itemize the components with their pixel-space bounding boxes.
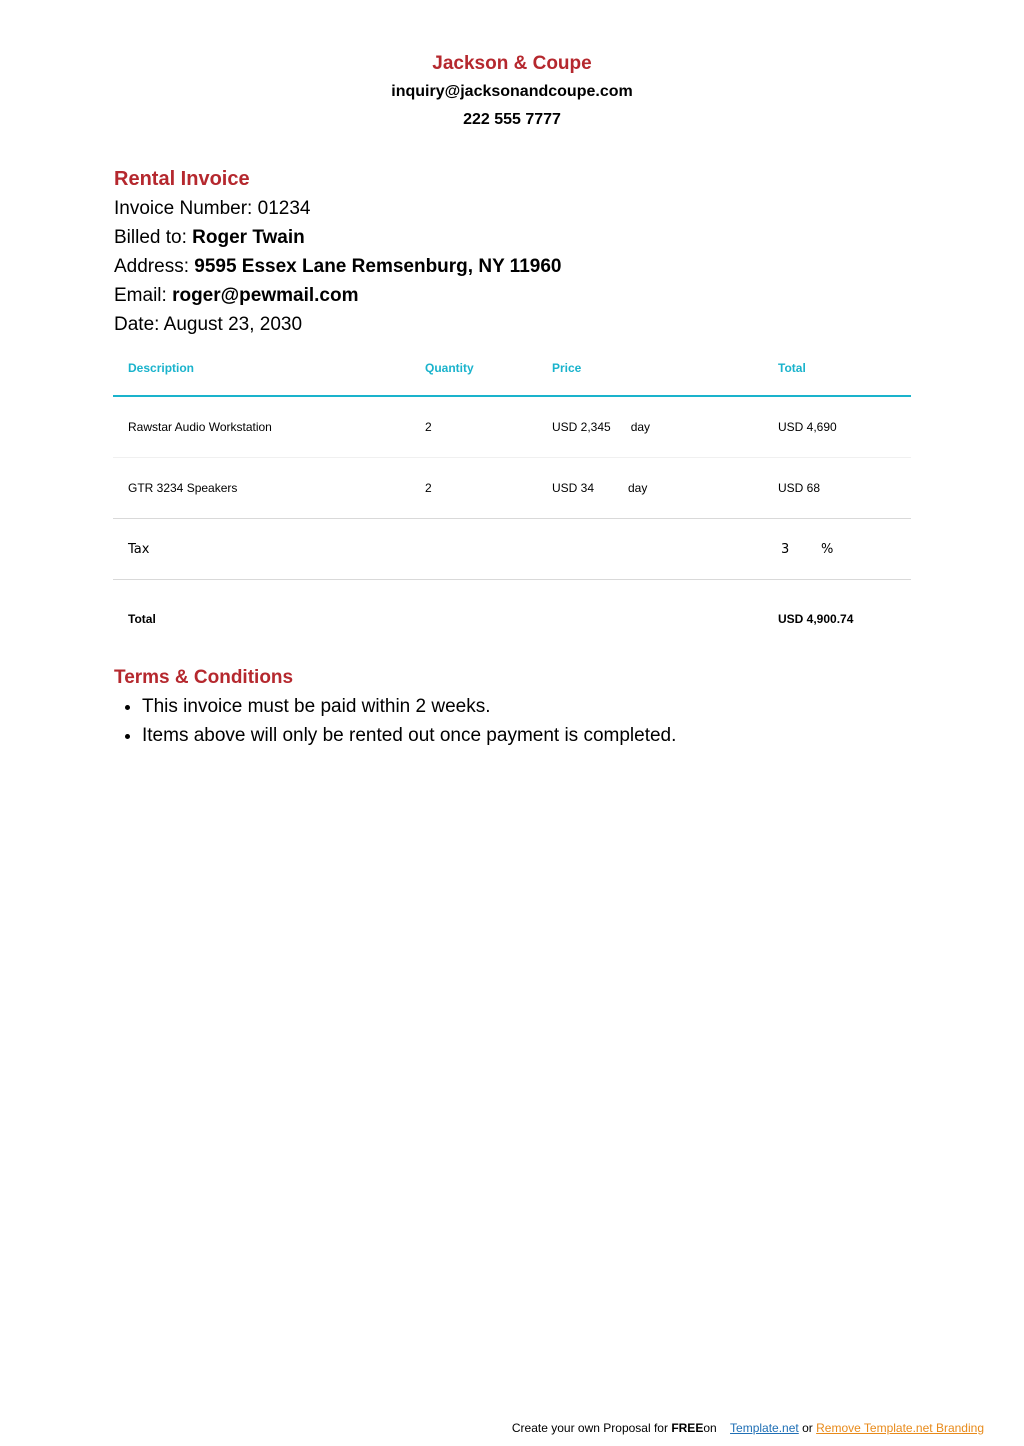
item-unit: day bbox=[630, 420, 651, 434]
billed-to-name: Roger Twain bbox=[192, 227, 305, 248]
company-name: Jackson & Coupe bbox=[432, 53, 592, 74]
table-header-row bbox=[113, 341, 911, 396]
footer-or: or bbox=[802, 1421, 813, 1435]
item-unit: day bbox=[628, 481, 648, 495]
date-line bbox=[114, 310, 911, 339]
billed-to-label: Billed to: bbox=[114, 227, 187, 248]
header-total: Total bbox=[763, 341, 911, 396]
address-label: Address: bbox=[114, 256, 189, 277]
list-item: • Items above will only be rented out once payment is completed. bbox=[142, 721, 911, 750]
footer-on: on bbox=[703, 1421, 717, 1435]
header-description: Description bbox=[113, 341, 410, 396]
billed-to-line bbox=[114, 223, 911, 252]
tax-label: Tax bbox=[113, 519, 763, 580]
date-value: August 23, 2030 bbox=[163, 314, 303, 335]
email-line bbox=[114, 281, 911, 310]
remove-branding-link[interactable]: Remove Template.net Branding bbox=[816, 1421, 984, 1435]
total-label: Total bbox=[128, 612, 156, 626]
terms-section bbox=[114, 663, 911, 750]
footer-branding bbox=[512, 1419, 984, 1437]
item-price-cell bbox=[537, 458, 763, 519]
header-price: Price bbox=[537, 341, 763, 396]
invoice-number-line bbox=[114, 194, 911, 223]
item-total: USD 4,690 bbox=[763, 396, 911, 458]
header-quantity: Quantity bbox=[410, 341, 537, 396]
tax-cell bbox=[763, 519, 911, 580]
address-line bbox=[114, 252, 911, 281]
item-description: Rawstar Audio Workstation bbox=[113, 396, 410, 458]
tax-value: 3 bbox=[781, 541, 790, 557]
tax-row bbox=[113, 519, 911, 580]
company-email: inquiry@jacksonandcoupe.com bbox=[391, 83, 633, 100]
footer-free: FREE bbox=[671, 1421, 704, 1435]
total-value: USD 4,900.74 bbox=[778, 612, 854, 626]
address-value: 9595 Essex Lane Remsenburg, NY 11960 bbox=[194, 256, 562, 277]
invoice-number: 01234 bbox=[257, 198, 311, 219]
company-header bbox=[0, 50, 1024, 134]
terms-title: Terms & Conditions bbox=[114, 667, 294, 688]
item-price-cell bbox=[537, 396, 763, 458]
items-table bbox=[113, 341, 911, 658]
table-row bbox=[113, 396, 911, 458]
list-item: • This invoice must be paid within 2 weeks. bbox=[142, 692, 911, 721]
email-value: roger@pewmail.com bbox=[172, 285, 359, 306]
item-price: USD 2,345 bbox=[552, 420, 611, 434]
item-total: USD 68 bbox=[763, 458, 911, 519]
footer-prefix: Create your own Proposal for bbox=[511, 1421, 668, 1435]
item-description: GTR 3234 Speakers bbox=[113, 458, 410, 519]
template-net-link[interactable]: Template.net bbox=[730, 1421, 799, 1435]
table-row bbox=[113, 458, 911, 519]
invoice-number-label: Invoice Number: bbox=[114, 198, 253, 219]
company-phone: 222 555 7777 bbox=[463, 111, 561, 128]
invoice-title: Rental Invoice bbox=[114, 168, 250, 190]
item-quantity: 2 bbox=[410, 458, 537, 519]
invoice-details bbox=[114, 165, 911, 339]
total-row bbox=[113, 580, 911, 659]
item-price: USD 34 bbox=[552, 481, 595, 495]
item-quantity: 2 bbox=[410, 396, 537, 458]
terms-list bbox=[114, 692, 911, 750]
tax-unit: % bbox=[821, 541, 834, 557]
email-label: Email: bbox=[114, 285, 167, 306]
date-label: Date: bbox=[114, 314, 160, 335]
